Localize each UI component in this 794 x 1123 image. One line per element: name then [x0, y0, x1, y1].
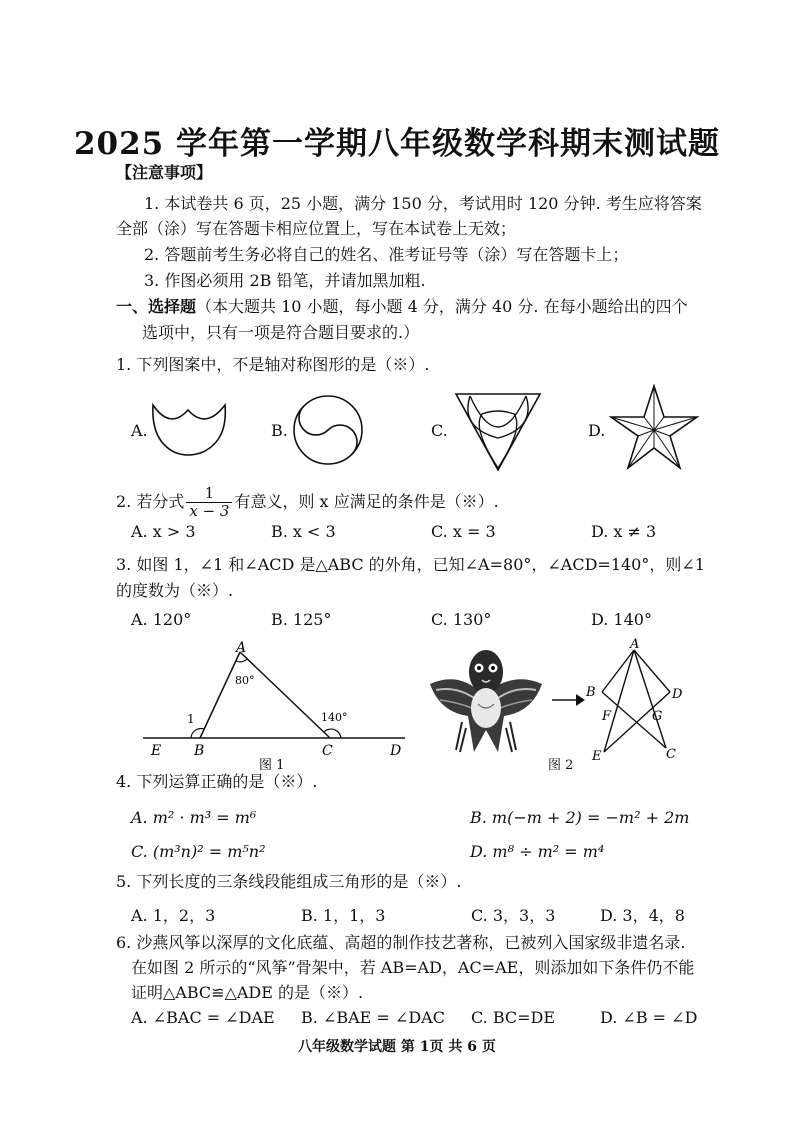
fig2-label-d: D: [672, 687, 683, 702]
q4-option-a: A. m² · m³ = m⁶: [131, 808, 257, 827]
q3-option-d: D. 140°: [591, 610, 652, 629]
q3-stem-line2: 的度数为（※）.: [116, 581, 234, 600]
q5-option-a: A. 1，2，3: [131, 906, 216, 925]
fig1-label-d: D: [390, 743, 402, 759]
q6-stem-line2: 在如图 2 所示的“风筝”骨架中，若 AB=AD，AC=AE，则添加如下条件仍不能: [131, 958, 695, 977]
q6-option-b: B. ∠BAE = ∠DAC: [301, 1008, 445, 1027]
fig1-label-e: E: [151, 743, 162, 759]
q1-option-d-label: D.: [588, 421, 606, 440]
q3-option-a: A. 120°: [131, 610, 192, 629]
fig1-caption: 图 1: [259, 758, 285, 773]
q6-stem-line1: 6. 沙燕风筝以深厚的文化底蕴、高超的制作技艺著称，已被列入国家级非遗名录.: [116, 933, 686, 952]
q2-stem-post: 有意义，则 x 应满足的条件是（※）.: [234, 492, 499, 511]
fig1-label-a: A: [236, 640, 247, 656]
q1-option-c-label: C.: [431, 421, 448, 440]
q4-stem: 4. 下列运算正确的是（※）.: [116, 772, 318, 791]
q2-option-c: C. x = 3: [431, 522, 496, 541]
fig1-label-1: 1: [187, 712, 195, 726]
q5-option-b: B. 1，1，3: [301, 906, 386, 925]
exam-title: 2025 学年第一学期八年级数学科期末测试题: [73, 126, 721, 162]
notice-line1a: 1. 本试卷共 6 页，25 小题，满分 150 分，考试用时 120 分钟. 考生应将答案: [144, 194, 702, 213]
q1-figure-b-yinyang: [290, 392, 366, 468]
q3-stem-line1: 3. 如图 1，∠1 和∠ACD 是△ABC 的外角，已知∠A=80°，∠ACD=140°，则∠1: [116, 555, 705, 574]
q2-option-b: B. x < 3: [271, 522, 336, 541]
q6-stem-line3: 证明△ABC≌△ADE 的是（※）.: [131, 983, 364, 1002]
q2-fraction-numerator: 1: [186, 485, 232, 503]
q2-option-d: D. x ≠ 3: [591, 522, 657, 541]
q1-option-a-label: A.: [131, 421, 148, 440]
q4-option-c: C. (m³n)² = m⁵n²: [131, 842, 266, 861]
q4-option-d: D. m⁸ ÷ m² = m⁴: [470, 842, 605, 861]
q2-fraction-denominator: x − 3: [189, 502, 230, 520]
figure-1-triangle: [135, 638, 415, 773]
q3-option-b: B. 125°: [271, 610, 332, 629]
fig1-label-140: 140°: [321, 711, 348, 724]
fig2-label-e: E: [592, 749, 602, 764]
fig2-label-c: C: [666, 747, 676, 762]
q5-option-c: C. 3，3，3: [471, 906, 556, 925]
q2-fraction: [186, 485, 232, 520]
q1-option-b-label: B.: [271, 421, 288, 440]
q5-stem: 5. 下列长度的三条线段能组成三角形的是（※）.: [116, 872, 462, 891]
q6-option-c: C. BC=DE: [471, 1008, 556, 1027]
section1-desc2: 选项中，只有一项是符合题目要求的.）: [142, 323, 420, 342]
q1-figure-d-star: [608, 384, 700, 472]
notice-line1b: 全部（涂）写在答题卡相应位置上，写在本试卷上无效；: [116, 219, 517, 238]
q2-option-a: A. x > 3: [131, 522, 196, 541]
q2-stem-pre: 2. 若分式: [116, 492, 185, 511]
fig1-label-c: C: [322, 743, 333, 759]
fig2-label-a: A: [630, 637, 640, 652]
q4-option-b: B. m(−m + 2) = −m² + 2m: [470, 808, 690, 827]
section1-header: [116, 297, 688, 317]
notice-heading: 【注意事项】: [116, 163, 213, 182]
fig2-caption: 图 2: [548, 758, 574, 773]
fig2-label-f: F: [602, 709, 612, 724]
q1-stem: 1. 下列图案中，不是轴对称图形的是（※）.: [116, 355, 430, 374]
arrow-right-icon: [550, 690, 586, 710]
q5-option-d: D. 3，4，8: [600, 906, 685, 925]
fig1-label-80: 80°: [235, 674, 255, 687]
q6-option-d: D. ∠B = ∠D: [600, 1008, 698, 1027]
section1-heading: 一、选择题: [116, 297, 197, 316]
section1-desc1: （本大题共 10 小题，每小题 4 分，满分 40 分. 在每小题给出的四个: [196, 297, 688, 316]
notice-line3: 3. 作图必须用 2B 铅笔，并请加黑加粗.: [144, 271, 426, 290]
swallow-kite-image: [426, 642, 546, 757]
page-footer: 八年级数学试题 第 1页 共 6 页: [298, 1039, 496, 1055]
notice-line2: 2. 答题前考生务必将自己的姓名、准考证号等（涂）写在答题卡上；: [144, 245, 629, 264]
q2-stem: [116, 482, 499, 522]
fig2-label-g: G: [652, 709, 663, 724]
q1-figure-c-trefoil-triangle: [452, 388, 544, 474]
fig2-label-b: B: [586, 685, 596, 700]
fig1-label-b: B: [194, 743, 205, 759]
figure-2-kite-frame: [582, 636, 692, 776]
q3-option-c: C. 130°: [431, 610, 492, 629]
q1-figure-a-crown: [148, 400, 230, 460]
q6-option-a: A. ∠BAC = ∠DAE: [131, 1008, 275, 1027]
